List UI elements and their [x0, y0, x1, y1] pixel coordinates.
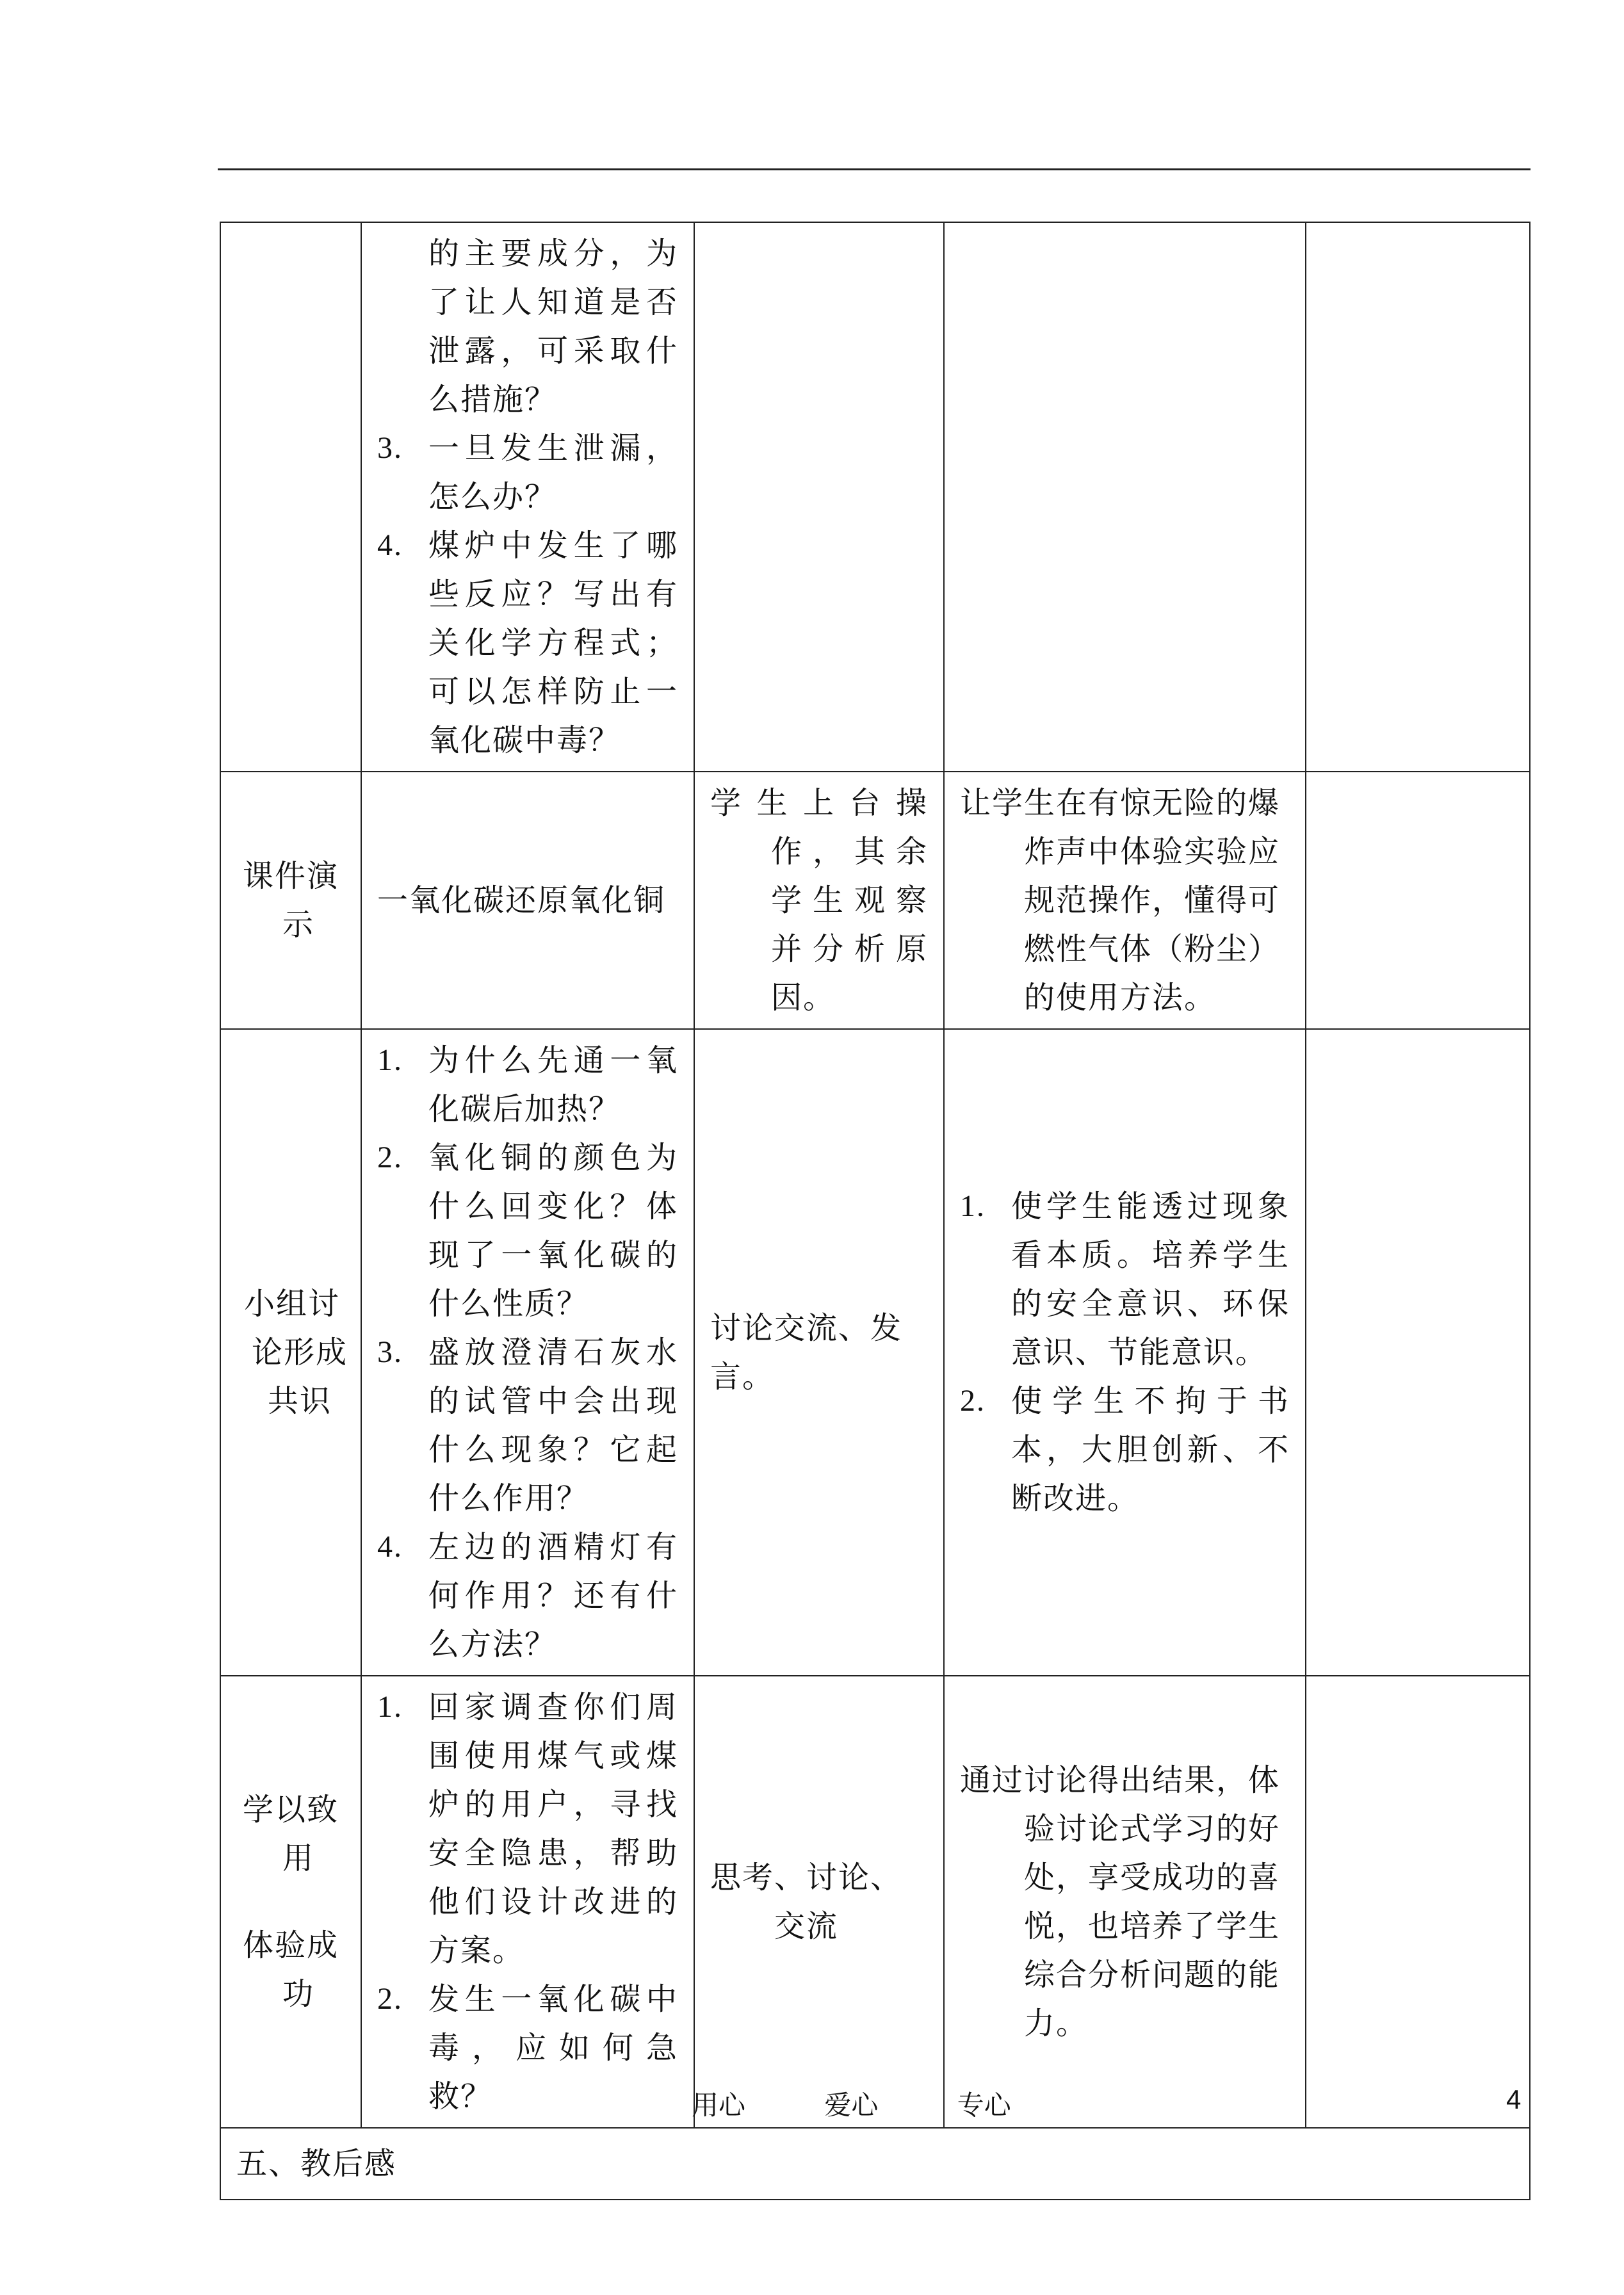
question-item: 4. 左边的酒精灯有何作用？还有什么方法？ [377, 1529, 678, 1662]
design-intent-cell [944, 1029, 1306, 1676]
motto-word: 专心 [957, 2089, 1011, 2121]
student-activity-cell: 思考、讨论、交流 [694, 1676, 944, 2128]
table-row [220, 1029, 1530, 1676]
table-row [220, 2128, 1530, 2200]
question-item: 2. 氧化铜的颜色为什么回变化？体现了一氧化碳的什么性质？ [377, 1140, 678, 1322]
student-activity-cell: 讨论交流、发言。 [694, 1029, 944, 1676]
stage-cell: 小组讨论形成共识 [220, 1029, 361, 1676]
student-activity-cell: 学生上台操作，其余学生观察并分析原因。 [694, 772, 944, 1029]
question-item: 1. 回家调查你们周围使用煤气或煤炉的用户，寻找安全隐患，帮助他们设计改进的方案。 [377, 1689, 678, 1968]
table-row [220, 1676, 1530, 2128]
question-item: 的主要成分，为了让人知道是否泄露，可采取什么措施？ [428, 236, 678, 418]
design-intent-cell [944, 222, 1306, 772]
question-item: 4. 煤炉中发生了哪些反应？写出有关化学方程式；可以怎样防止一氧化碳中毒？ [377, 528, 678, 758]
motto-word: 用心 [692, 2089, 746, 2121]
note-cell [1306, 1029, 1530, 1676]
question-item: 1. 为什么先通一氧化碳后加热？ [377, 1042, 678, 1127]
footer-motto [692, 2084, 1082, 2123]
intent-item: 1. 使学生能透过现象看本质。培养学生的安全意识、环保意识、节能意识。 [960, 1188, 1290, 1370]
content-cell [361, 1029, 694, 1676]
student-activity-cell [694, 222, 944, 772]
stage-cell: 学以致用 体验成功 [220, 1676, 361, 2128]
reflection-heading: 五、教后感 [220, 2128, 1530, 2200]
note-cell [1306, 222, 1530, 772]
stage-cell [220, 222, 361, 772]
table-row [220, 222, 1530, 772]
motto-word: 爱心 [824, 2089, 879, 2121]
page-footer [0, 2084, 1624, 2129]
question-item: 3. 盛放澄清石灰水的试管中会出现什么现象？它起什么作用？ [377, 1334, 678, 1516]
note-cell [1306, 1676, 1530, 2128]
design-intent-cell: 通过讨论得出结果，体验讨论式学习的好处，享受成功的喜悦，也培养了学生综合分析问题的能力。 [944, 1676, 1306, 2128]
lesson-plan-table [220, 222, 1531, 2200]
page-number: 4 [1506, 2084, 1522, 2114]
note-cell [1306, 772, 1530, 1029]
stage-cell: 课件演示 [220, 772, 361, 1029]
intent-item: 2. 使学生不拘于书本，大胆创新、不断改进。 [960, 1383, 1290, 1516]
question-item: 3. 一旦发生泄漏，怎么办？ [377, 430, 678, 515]
content-cell: 一氧化碳还原氧化铜 [361, 772, 694, 1029]
content-cell [361, 1676, 694, 2128]
table-row [220, 772, 1530, 1029]
header-rule [218, 168, 1531, 170]
design-intent-cell: 让学生在有惊无险的爆炸声中体验实验应规范操作，懂得可燃性气体（粉尘）的使用方法。 [944, 772, 1306, 1029]
content-cell [361, 222, 694, 772]
question-item: 2. 发生一氧化碳中毒，应如何急救？ [377, 1981, 678, 2114]
